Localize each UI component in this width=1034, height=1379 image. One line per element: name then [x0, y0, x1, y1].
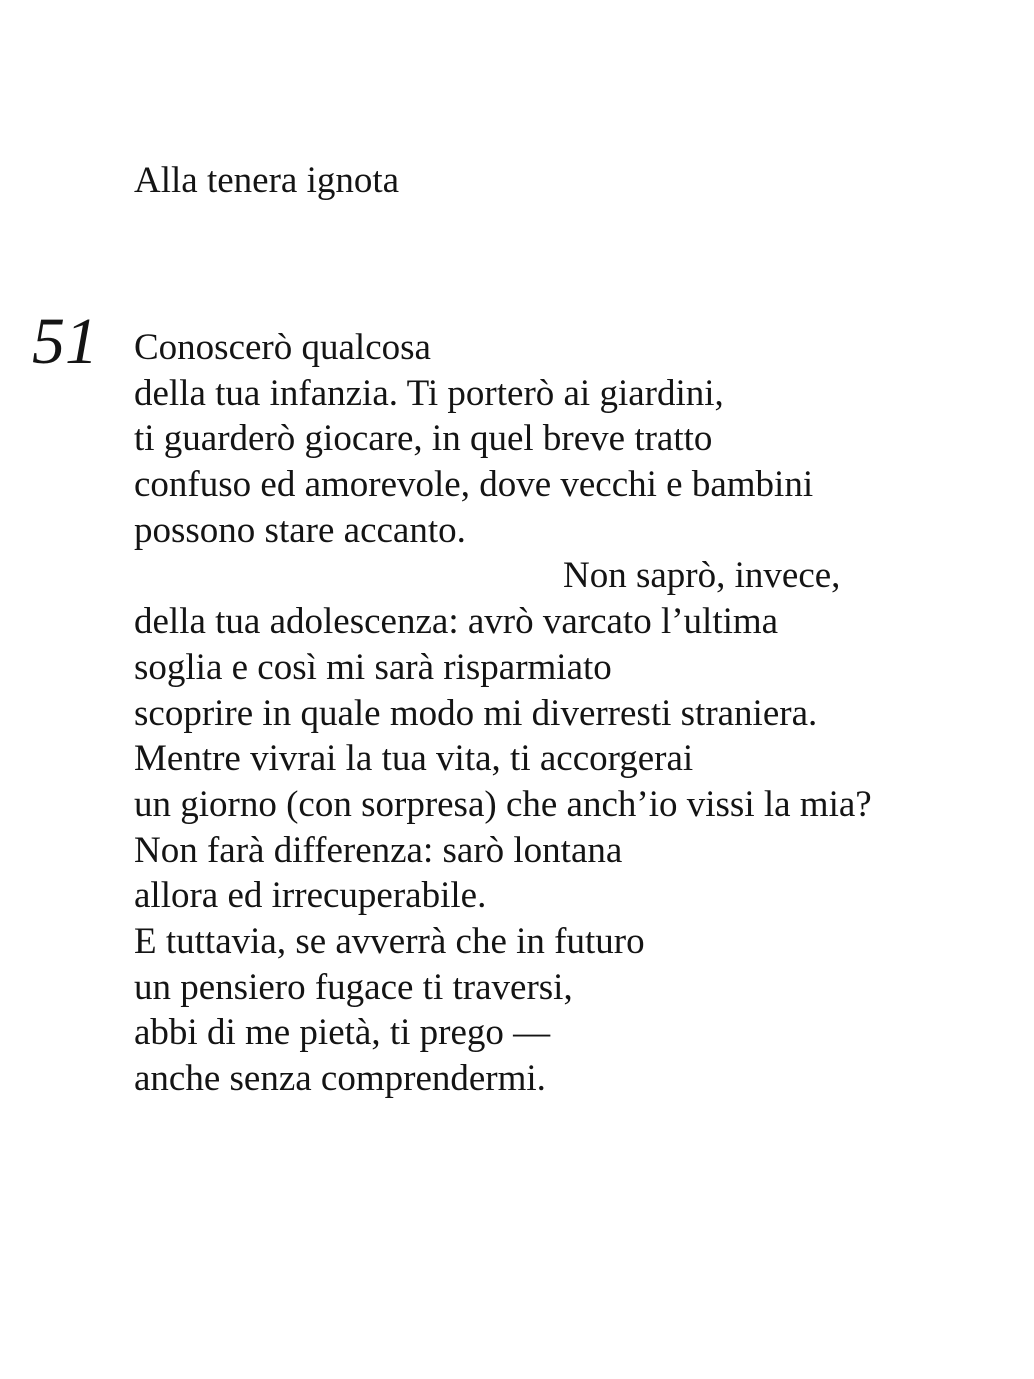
- poem-line: un pensiero fugace ti traversi,: [134, 966, 573, 1008]
- poem-line: Mentre vivrai la tua vita, ti accorgerai: [134, 738, 694, 780]
- poem-line: anche senza comprendermi.: [134, 1058, 546, 1099]
- poem-line: E tuttavia, se avverrà che in futuro: [134, 920, 645, 962]
- poem-line: della tua infanzia. Ti porterò ai giardini,: [134, 372, 724, 414]
- poem-line: abbi di me pietà, ti prego —: [134, 1012, 551, 1054]
- poem-line: Conoscerò qualcosa: [134, 327, 431, 368]
- poem-line: allora ed irrecuperabile.: [134, 875, 487, 917]
- poem-line: ti guarderò giocare, in quel breve tratto: [134, 418, 713, 460]
- poem-line: un giorno (con sorpresa) che anch’io vissi la mia?: [134, 783, 872, 825]
- poem-line: possono stare accanto.: [134, 509, 466, 551]
- poem-line: della tua adolescenza: avrò varcato l’ultima: [134, 601, 779, 643]
- poem-line: Non farà differenza: sarò lontana: [134, 829, 623, 871]
- poem-number: 51: [32, 305, 98, 378]
- poem-line-dropped: Non saprò, invece,: [563, 555, 841, 597]
- poem-title: Alla tenera ignota: [134, 160, 400, 201]
- poem-text: [134, 325, 1024, 1102]
- poem-line: scoprire in quale modo mi diverresti straniera.: [134, 692, 818, 734]
- poem-line: soglia e così mi sarà risparmiato: [134, 646, 612, 688]
- poem-line: confuso ed amorevole, dove vecchi e bambini: [134, 464, 814, 506]
